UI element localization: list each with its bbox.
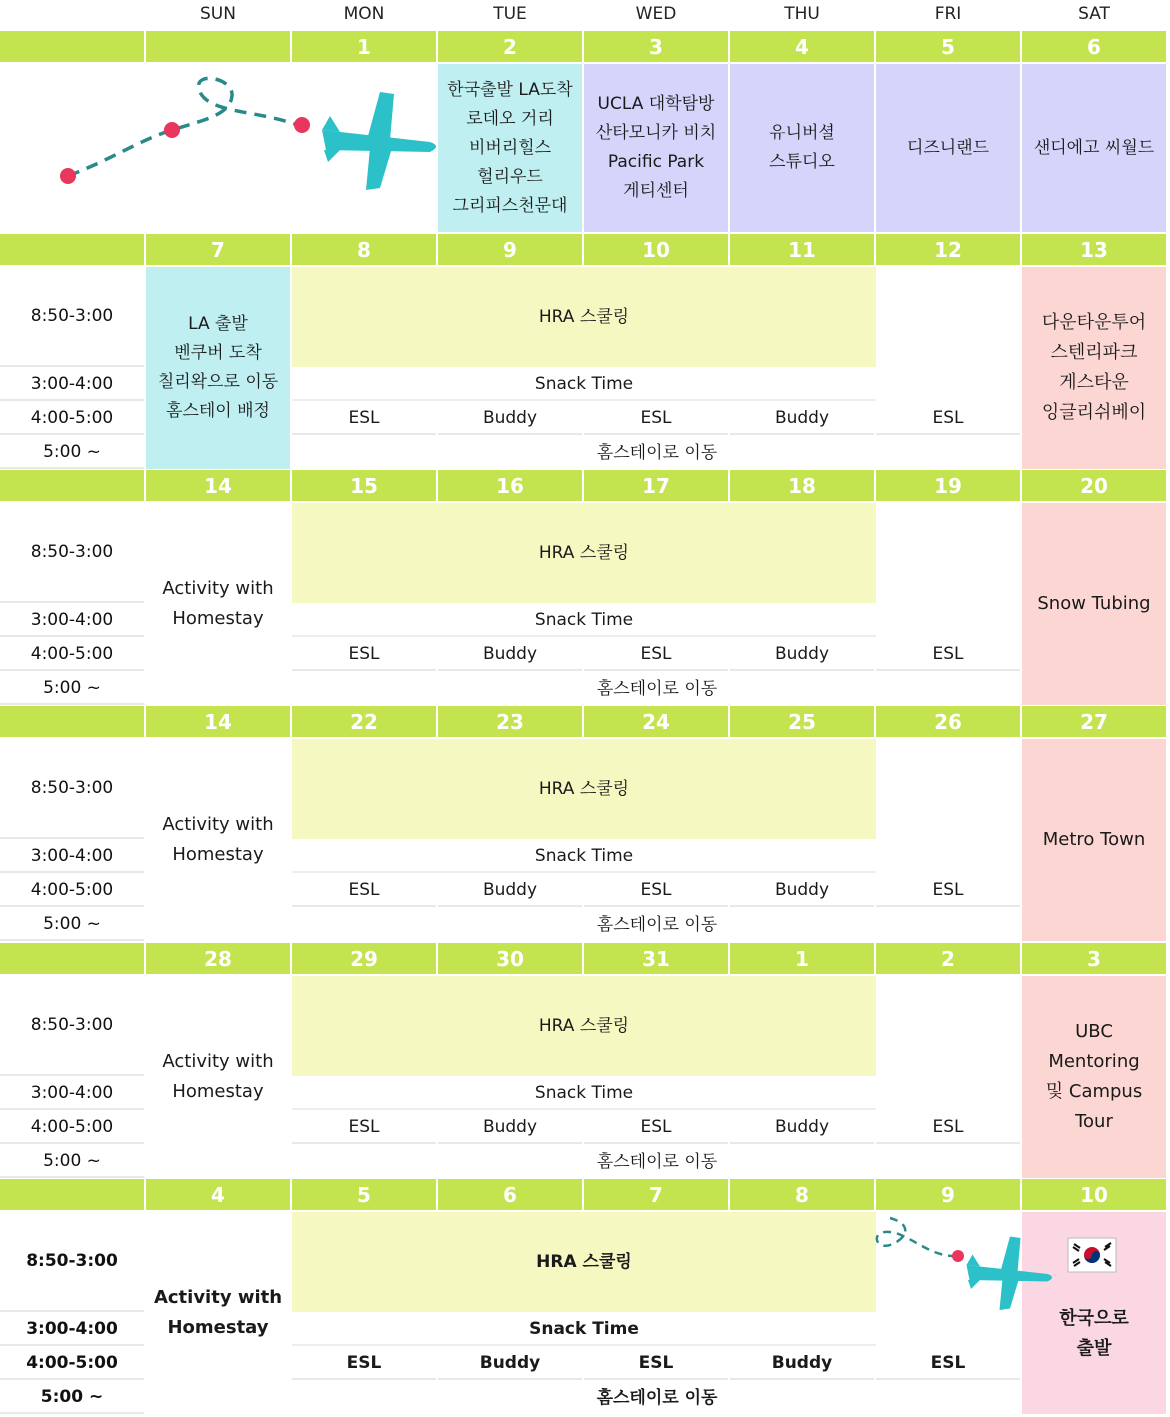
afternoon-class: ESL bbox=[876, 1348, 1020, 1380]
date-cell: 23 bbox=[438, 706, 582, 737]
date-cell: 18 bbox=[730, 470, 874, 501]
date-cell: 1 bbox=[292, 31, 436, 62]
date-cell: 24 bbox=[584, 706, 728, 737]
date-cell: 3 bbox=[584, 31, 728, 62]
afternoon-class: ESL bbox=[292, 1348, 436, 1380]
afternoon-class: Buddy bbox=[730, 639, 874, 671]
afternoon-class: Buddy bbox=[438, 1348, 582, 1380]
time-slot: 8:50-3:00 bbox=[0, 1212, 144, 1312]
date-cell: 2 bbox=[438, 31, 582, 62]
time-slot: 8:50-3:00 bbox=[0, 267, 144, 367]
date-cell: 2 bbox=[876, 943, 1020, 974]
time-slot: 3:00-4:00 bbox=[0, 1078, 144, 1110]
date-cell: 14 bbox=[146, 706, 290, 737]
afternoon-class: ESL bbox=[292, 1112, 436, 1144]
time-slot: 8:50-3:00 bbox=[0, 739, 144, 839]
date-cell: 31 bbox=[584, 943, 728, 974]
afternoon-class: ESL bbox=[876, 639, 1020, 671]
saturday-event: UBC Mentoring 및 Campus Tour bbox=[1022, 976, 1166, 1178]
afternoon-class: ESL bbox=[876, 875, 1020, 907]
date-cell: 11 bbox=[730, 234, 874, 265]
snack-time: Snack Time bbox=[292, 369, 876, 401]
saturday-event: 다운타운투어 스텐리파크 게스타운 잉글리쉬베이 bbox=[1022, 267, 1166, 469]
time-slot: 4:00-5:00 bbox=[0, 639, 144, 671]
sun-activity: Activity with Homestay bbox=[153, 1287, 283, 1338]
date-cell: 14 bbox=[146, 470, 290, 501]
afternoon-class: Buddy bbox=[438, 639, 582, 671]
time-slot: 5:00 ~ bbox=[0, 1146, 144, 1178]
afternoon-class: ESL bbox=[584, 1348, 728, 1380]
day-header: FRI bbox=[934, 4, 962, 24]
date-cell: 6 bbox=[438, 1179, 582, 1210]
afternoon-class: ESL bbox=[584, 639, 728, 671]
homestay-move: 홈스테이로 이동 bbox=[596, 1151, 718, 1172]
homestay-move: 홈스테이로 이동 bbox=[596, 442, 718, 463]
snack-time: Snack Time bbox=[292, 1078, 876, 1110]
event-la-tour: 한국출발 LA도착 로데오 거리 비버리힐스 헐리우드 그리피스천문대 bbox=[438, 64, 582, 232]
afternoon-class: ESL bbox=[584, 1112, 728, 1144]
date-bar-blank bbox=[0, 706, 144, 737]
date-cell: 19 bbox=[876, 470, 1020, 501]
schooling-block: HRA 스쿨링 bbox=[292, 267, 876, 367]
schooling-block: HRA 스쿨링 bbox=[292, 976, 876, 1076]
date-bar-blank bbox=[0, 31, 144, 62]
date-cell: 8 bbox=[730, 1179, 874, 1210]
date-cell: 27 bbox=[1022, 706, 1166, 737]
airplane-icon bbox=[320, 90, 440, 190]
date-bar-blank bbox=[0, 943, 144, 974]
time-slot: 5:00 ~ bbox=[0, 673, 144, 705]
date-cell: 7 bbox=[146, 234, 290, 265]
day-header: THU bbox=[784, 4, 820, 24]
day-header: WED bbox=[635, 4, 677, 24]
date-cell: 12 bbox=[876, 234, 1020, 265]
day-header: TUE bbox=[493, 4, 527, 24]
saturday-event: 한국으로 출발 bbox=[1022, 1212, 1166, 1414]
date-cell: 1 bbox=[730, 943, 874, 974]
time-slot: 3:00-4:00 bbox=[0, 605, 144, 637]
time-slot: 4:00-5:00 bbox=[0, 403, 144, 435]
date-cell: 8 bbox=[292, 234, 436, 265]
date-cell: 26 bbox=[876, 706, 1020, 737]
date-cell: 13 bbox=[1022, 234, 1166, 265]
snack-time: Snack Time bbox=[292, 605, 876, 637]
day-header: SUN bbox=[200, 4, 236, 24]
date-bar-blank bbox=[0, 470, 144, 501]
date-cell: 3 bbox=[1022, 943, 1166, 974]
date-cell: 29 bbox=[292, 943, 436, 974]
homestay-move: 홈스테이로 이동 bbox=[596, 1387, 718, 1408]
date-cell: 30 bbox=[438, 943, 582, 974]
event-ucla: UCLA 대학탐방 산타모니카 비치 Pacific Park 게티센터 bbox=[584, 64, 728, 232]
event-disney: 디즈니랜드 bbox=[876, 64, 1020, 232]
time-slot: 4:00-5:00 bbox=[0, 1348, 144, 1380]
schooling-block: HRA 스쿨링 bbox=[292, 1212, 876, 1312]
sun-activity: Activity with Homestay bbox=[162, 1051, 274, 1102]
time-slot: 8:50-3:00 bbox=[0, 976, 144, 1076]
saturday-event: Metro Town bbox=[1022, 739, 1166, 941]
afternoon-class: Buddy bbox=[438, 1112, 582, 1144]
date-cell: 9 bbox=[438, 234, 582, 265]
schooling-block: HRA 스쿨링 bbox=[292, 503, 876, 603]
afternoon-class: ESL bbox=[292, 875, 436, 907]
time-slot: 5:00 ~ bbox=[0, 437, 144, 469]
afternoon-class: Buddy bbox=[438, 403, 582, 435]
day-header: MON bbox=[343, 4, 385, 24]
afternoon-class: Buddy bbox=[730, 875, 874, 907]
event-seaworld: 샌디에고 씨월드 bbox=[1022, 64, 1166, 232]
date-cell: 10 bbox=[1022, 1179, 1166, 1210]
date-cell: 4 bbox=[730, 31, 874, 62]
time-slot: 8:50-3:00 bbox=[0, 503, 144, 603]
afternoon-class: Buddy bbox=[730, 1348, 874, 1380]
time-slot: 3:00-4:00 bbox=[0, 1314, 144, 1346]
date-cell: 10 bbox=[584, 234, 728, 265]
afternoon-class: ESL bbox=[876, 403, 1020, 435]
sun-activity: Activity with Homestay bbox=[162, 814, 274, 865]
snack-time: Snack Time bbox=[292, 841, 876, 873]
snack-time: Snack Time bbox=[292, 1314, 876, 1346]
airplane-icon bbox=[965, 1235, 1055, 1310]
date-cell: 16 bbox=[438, 470, 582, 501]
date-cell bbox=[146, 31, 290, 62]
sun-activity: Activity with Homestay bbox=[162, 578, 274, 629]
date-cell: 22 bbox=[292, 706, 436, 737]
date-cell: 20 bbox=[1022, 470, 1166, 501]
afternoon-class: ESL bbox=[292, 403, 436, 435]
time-slot: 4:00-5:00 bbox=[0, 875, 144, 907]
date-bar-blank bbox=[0, 234, 144, 265]
date-cell: 15 bbox=[292, 470, 436, 501]
time-slot: 5:00 ~ bbox=[0, 909, 144, 941]
date-cell: 6 bbox=[1022, 31, 1166, 62]
date-cell: 28 bbox=[146, 943, 290, 974]
afternoon-class: ESL bbox=[292, 639, 436, 671]
date-bar-blank bbox=[0, 1179, 144, 1210]
event-vancouver: LA 출발 벤쿠버 도착 칠리왁으로 이동 홈스테이 배정 bbox=[146, 267, 290, 469]
schooling-block: HRA 스쿨링 bbox=[292, 739, 876, 839]
afternoon-class: Buddy bbox=[730, 1112, 874, 1144]
time-slot: 3:00-4:00 bbox=[0, 369, 144, 401]
afternoon-class: ESL bbox=[584, 875, 728, 907]
flight-path-end bbox=[0, 0, 1, 1]
date-cell: 5 bbox=[876, 31, 1020, 62]
date-cell: 4 bbox=[146, 1179, 290, 1210]
date-cell: 5 bbox=[292, 1179, 436, 1210]
afternoon-class: Buddy bbox=[438, 875, 582, 907]
korea-flag-icon bbox=[1068, 1238, 1116, 1272]
date-cell: 25 bbox=[730, 706, 874, 737]
event-universal: 유니버셜 스튜디오 bbox=[730, 64, 874, 232]
date-cell: 7 bbox=[584, 1179, 728, 1210]
afternoon-class: ESL bbox=[876, 1112, 1020, 1144]
afternoon-class: ESL bbox=[584, 403, 728, 435]
time-slot: 3:00-4:00 bbox=[0, 841, 144, 873]
saturday-event: Snow Tubing bbox=[1022, 503, 1166, 705]
homestay-move: 홈스테이로 이동 bbox=[596, 678, 718, 699]
date-cell: 17 bbox=[584, 470, 728, 501]
afternoon-class: Buddy bbox=[730, 403, 874, 435]
time-slot: 5:00 ~ bbox=[0, 1382, 144, 1414]
time-slot: 4:00-5:00 bbox=[0, 1112, 144, 1144]
homestay-move: 홈스테이로 이동 bbox=[596, 914, 718, 935]
date-cell: 9 bbox=[876, 1179, 1020, 1210]
day-header: SAT bbox=[1078, 4, 1110, 24]
